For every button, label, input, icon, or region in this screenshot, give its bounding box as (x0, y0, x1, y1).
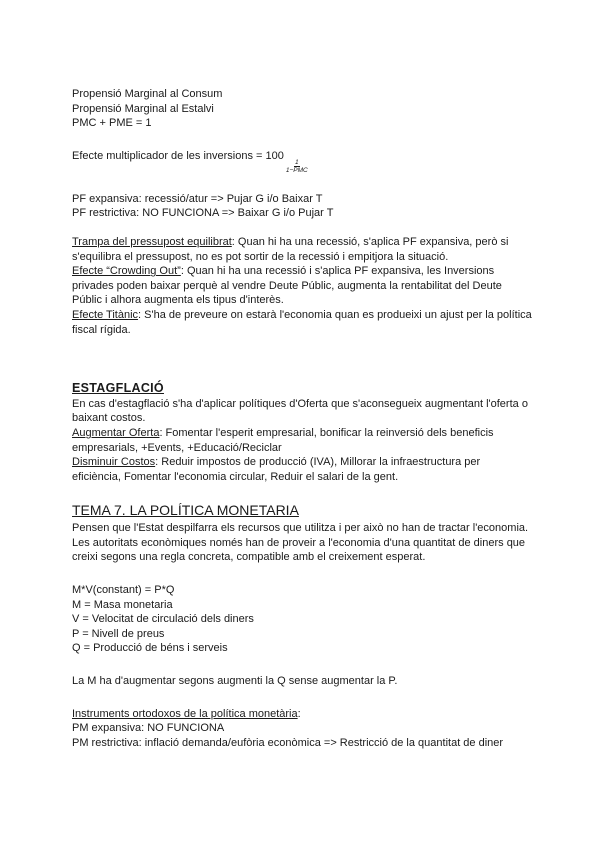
estagflacio-heading: ESTAGFLACIÓ (72, 381, 164, 396)
definition-q: Q = Producció de béns i serveis (72, 642, 228, 655)
pm-expansive: PM expansiva: NO FUNCIONA (72, 722, 225, 735)
multiplier-fraction (285, 159, 309, 174)
multiplier-text: Efecte multiplicador de les inversions = 100 (72, 149, 284, 162)
pm-restrictive: PM restrictiva: inflació demanda/eufòria econòmica => Restricció de la quantitat de diner (72, 736, 504, 749)
effect-text: : Quan hi ha una recessió i s'aplica PF expansiva, les Inversions privades poden baixar perquè al vendre Deute Públic, augmenta la rentabilitat del Deute Públic i alhora augmenta els tipus d'interès. (72, 265, 502, 307)
pf-restrictive: PF restrictiva: NO FUNCIONA => Baixar G i/o Pujar T (72, 207, 334, 220)
item-text: : Fomentar l'esperit empresarial, bonificar la reinversió dels beneficis empresarials, +Events, +Educació/Reciclar (72, 426, 494, 454)
pmc-definition: Propensió Marginal al Consum (72, 88, 223, 100)
item-term: Disminuir Costos (72, 456, 156, 469)
instruments-heading (72, 707, 532, 722)
effect-text: : Quan hi ha una recessió, s'aplica PF expansiva, però si s'equilibra el pressupost, no es pot sortir de la recessió i empitjora la situació. (72, 235, 509, 263)
effect-term: Efecte Titànic (72, 308, 139, 321)
definition-m: M = Masa monetaria (72, 598, 173, 611)
effect-trampa (72, 235, 532, 264)
tema7-heading: TEMA 7. LA POLÍTICA MONETARIA (72, 502, 299, 519)
tema7-paragraph-1: Pensen que l'Estat despilfarra els recursos que utilitza i per això no han de tractar l'economia. (72, 522, 529, 535)
pme-definition: Propensió Marginal al Estalvi (72, 102, 214, 115)
instruments-heading-text: Instruments ortodoxos de la política monetària (72, 707, 298, 720)
tema7-conclusion: La M ha d'augmentar segons augmenti la Q sense augmentar la P. (72, 675, 398, 688)
fraction-numerator: 1 (294, 158, 299, 166)
estagflacio-disminuir-costos (72, 455, 532, 484)
estagflacio-augmentar-oferta (72, 426, 532, 455)
document-page (72, 87, 532, 750)
tema7-paragraph-2: Les autoritats econòmiques només han de proveir a l'economia d'una quantitat de diners que creixi segons una regla concreta, compatible amb el creixement esperat. (72, 536, 526, 564)
effect-term: Trampa del pressupost equilibrat (72, 235, 232, 248)
multiplier-formula (72, 149, 532, 174)
instruments-heading-colon: : (297, 707, 301, 720)
fraction-denominator: 1−PMC (285, 166, 308, 174)
quantity-theory-equation: M*V(constant) = P*Q (72, 584, 175, 597)
effect-crowding-out (72, 264, 532, 308)
pf-expansive: PF expansiva: recessió/atur => Pujar G i/o Baixar T (72, 192, 323, 205)
effect-titanic (72, 308, 532, 337)
definition-p: P = Nivell de preus (72, 627, 165, 640)
effect-term: Efecte “Crowding Out” (72, 265, 181, 278)
item-text: : Reduir impostos de producció (IVA), Millorar la infraestructura per eficiència, Fomentar l'economia circular, Reduir el salari de la gent. (72, 456, 481, 483)
effect-text: : S'ha de preveure on estarà l'economia quan es produeixi un ajust per la política fiscal rígida. (72, 308, 532, 336)
definition-v: V = Velocitat de circulació dels diners (72, 613, 254, 626)
item-term: Augmentar Oferta (72, 426, 160, 439)
estagflacio-intro: En cas d'estagflació s'ha d'aplicar polítiques d'Oferta que s'aconsegueix augmentant l'oferta o baixant costos. (72, 397, 528, 425)
pmc-pme-sum: PMC + PME = 1 (72, 117, 152, 130)
